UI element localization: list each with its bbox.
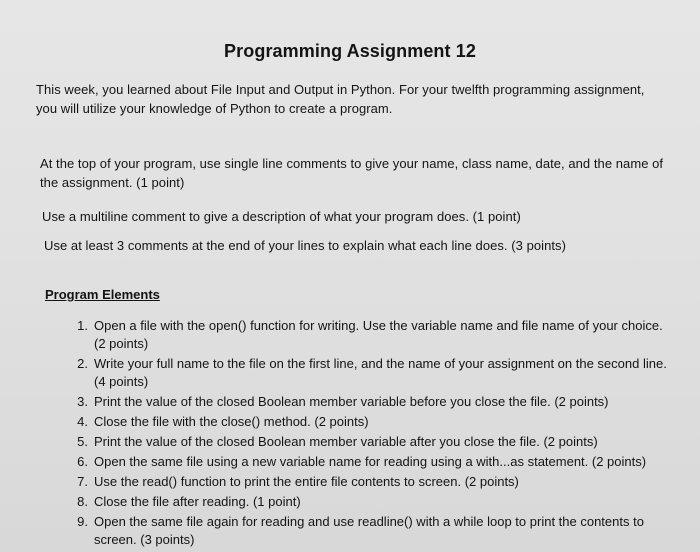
page-title: Programming Assignment 12 xyxy=(224,41,476,61)
list-item xyxy=(66,513,676,549)
list-item xyxy=(66,453,676,471)
list-item-text: Open the same file using a new variable name for reading using a with...as statement. (2 points) xyxy=(94,454,647,469)
list-item-number: 3. xyxy=(77,394,88,409)
list-item-text: Open a file with the open() function for writing. Use the variable name and file name of your choice. (2 points) xyxy=(94,318,663,351)
list-item-text: Use the read() function to print the entire file contents to screen. (2 points) xyxy=(94,474,519,489)
program-elements-list xyxy=(66,317,676,551)
list-item-text: Print the value of the closed Boolean member variable before you close the file. (2 points) xyxy=(94,394,609,409)
list-item-text: Print the value of the closed Boolean member variable after you close the file. (2 points) xyxy=(94,434,598,449)
list-item xyxy=(66,393,676,411)
intro-paragraph: This week, you learned about File Input and Output in Python. For your twelfth programming assignment, you will utilize your knowledge of Python to create a program. xyxy=(36,82,645,116)
list-item-number: 7. xyxy=(77,474,88,489)
list-item-number: 4. xyxy=(77,414,88,429)
list-item xyxy=(66,413,676,431)
list-item-number: 2. xyxy=(77,356,88,371)
list-item-number: 9. xyxy=(77,514,88,529)
list-item xyxy=(66,317,676,353)
list-item-number: 5. xyxy=(77,434,88,449)
list-item-number: 1. xyxy=(77,318,88,333)
list-item-text: Write your full name to the file on the first line, and the name of your assignment on the second line. (4 points) xyxy=(94,356,667,389)
list-item-text: Close the file with the close() method. (2 points) xyxy=(94,414,369,429)
list-item-text: Open the same file again for reading and use readline() with a while loop to print the contents to screen. (3 points) xyxy=(94,514,644,547)
list-item xyxy=(66,433,676,451)
list-item-text: Close the file after reading. (1 point) xyxy=(94,494,301,509)
requirement-multiline-comment: Use a multiline comment to give a description of what your program does. (1 point) xyxy=(42,209,521,224)
section-heading: Program Elements xyxy=(45,287,160,302)
requirement-inline-comments: Use at least 3 comments at the end of your lines to explain what each line does. (3 points) xyxy=(44,238,566,253)
list-item xyxy=(66,473,676,491)
list-item-number: 8. xyxy=(77,494,88,509)
requirement-comments-header: At the top of your program, use single line comments to give your name, class name, date, and the name of the assignment. (1 point) xyxy=(40,156,664,190)
list-item xyxy=(66,355,676,391)
list-item xyxy=(66,493,676,511)
list-item-number: 6. xyxy=(77,454,88,469)
